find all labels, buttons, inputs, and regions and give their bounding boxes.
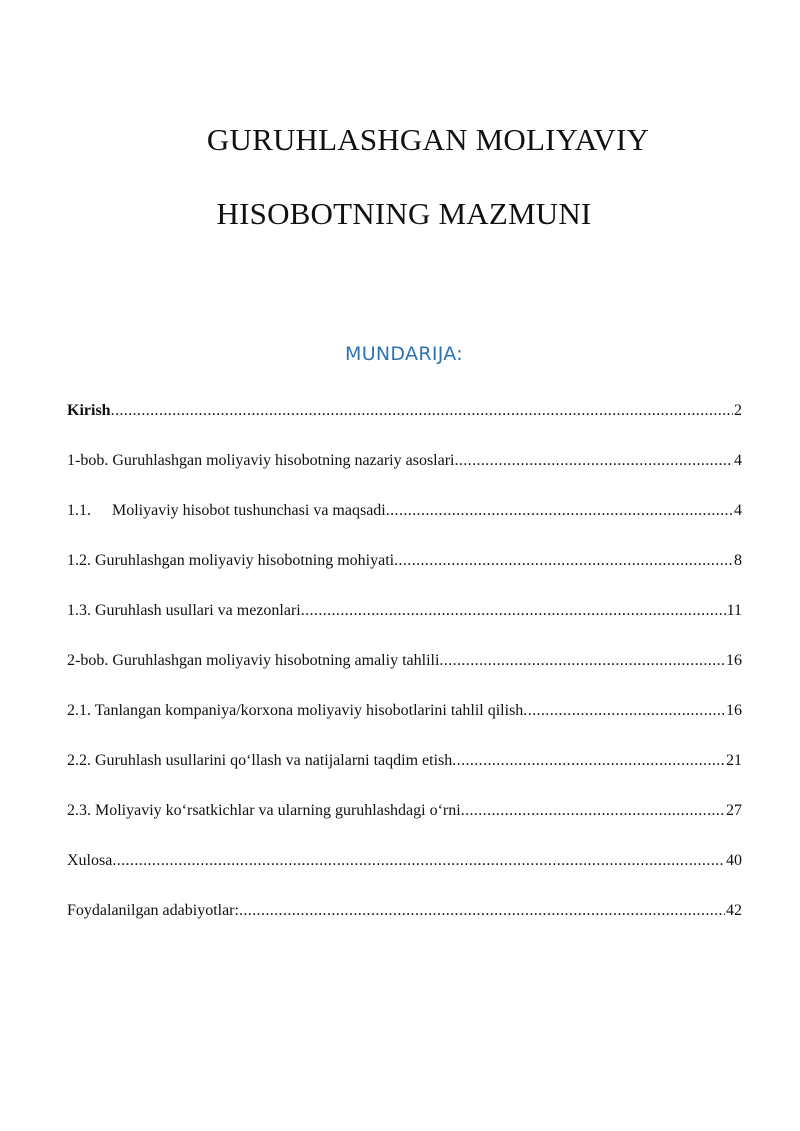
- table-of-contents: [67, 400, 742, 950]
- toc-page-number: 42: [726, 902, 742, 919]
- toc-entry-label: 2.2. Guruhlash usullarini qo‘llash va natijalarni taqdim etish: [67, 752, 453, 769]
- toc-entry-kirish[interactable]: [67, 400, 742, 450]
- toc-entry-section-2-3[interactable]: [67, 800, 742, 850]
- toc-leader-dots: [239, 900, 725, 922]
- toc-entry-label-wrap: [67, 500, 386, 522]
- toc-page-number: 11: [726, 602, 742, 619]
- toc-entry-section-1-2[interactable]: [67, 550, 742, 600]
- toc-leader-dots: [386, 500, 733, 522]
- toc-page-number: 8: [734, 552, 742, 569]
- toc-leader-dots: [301, 600, 726, 622]
- toc-page-number: 2: [734, 402, 742, 419]
- document-title-line-1: GURUHLASHGAN MOLIYAVIY: [206, 122, 650, 157]
- toc-entry-section-1-3[interactable]: [67, 600, 742, 650]
- toc-entry-chapter-1[interactable]: [67, 450, 742, 500]
- toc-entry-label: Kirish: [67, 402, 111, 419]
- toc-page-number: 16: [726, 652, 742, 669]
- toc-page-number: 4: [734, 502, 742, 519]
- toc-entry-label: Foydalanilgan adabiyotlar:: [67, 902, 239, 919]
- toc-page-number: 21: [726, 752, 742, 769]
- toc-entry-label: Xulosa: [67, 852, 113, 869]
- toc-heading: MUNDARIJA:: [345, 343, 463, 365]
- toc-leader-dots: [454, 450, 733, 472]
- toc-leader-dots: [111, 400, 733, 422]
- toc-page-number: 4: [734, 452, 742, 469]
- toc-entry-xulosa[interactable]: [67, 850, 742, 900]
- toc-entry-label: Moliyaviy hisobot tushunchasi va maqsadi: [112, 502, 386, 519]
- toc-leader-dots: [523, 700, 725, 722]
- toc-section-number: 1.1.: [67, 502, 91, 519]
- toc-entry-section-2-1[interactable]: [67, 700, 742, 750]
- toc-entry-chapter-2[interactable]: [67, 650, 742, 700]
- toc-leader-dots: [439, 650, 725, 672]
- toc-leader-dots: [394, 550, 733, 572]
- toc-page-number: 16: [726, 702, 742, 719]
- toc-entry-label: 1-bob. Guruhlashgan moliyaviy hisobotning nazariy asoslari: [67, 452, 455, 469]
- toc-entry-label: 2-bob. Guruhlashgan moliyaviy hisobotning amaliy tahlili: [67, 652, 440, 669]
- toc-page-number: 27: [726, 802, 742, 819]
- toc-leader-dots: [461, 800, 725, 822]
- toc-entry-section-2-2[interactable]: [67, 750, 742, 800]
- document-title-line-2: HISOBOTNING MAZMUNI: [216, 196, 592, 231]
- toc-leader-dots: [452, 750, 725, 772]
- toc-entry-references[interactable]: [67, 900, 742, 950]
- toc-entry-label: 2.1. Tanlangan kompaniya/korxona moliyaviy hisobotlarini tahlil qilish: [67, 702, 524, 719]
- toc-entry-label: 1.3. Guruhlash usullari va mezonlari: [67, 602, 301, 619]
- toc-entry-section-1-1[interactable]: [67, 500, 742, 550]
- toc-leader-dots: [112, 850, 725, 872]
- toc-entry-label: 1.2. Guruhlashgan moliyaviy hisobotning mohiyati: [67, 552, 395, 569]
- toc-entry-label: 2.3. Moliyaviy ko‘rsatkichlar va ularning guruhlashdagi o‘rni: [67, 802, 461, 819]
- toc-page-number: 40: [726, 852, 742, 869]
